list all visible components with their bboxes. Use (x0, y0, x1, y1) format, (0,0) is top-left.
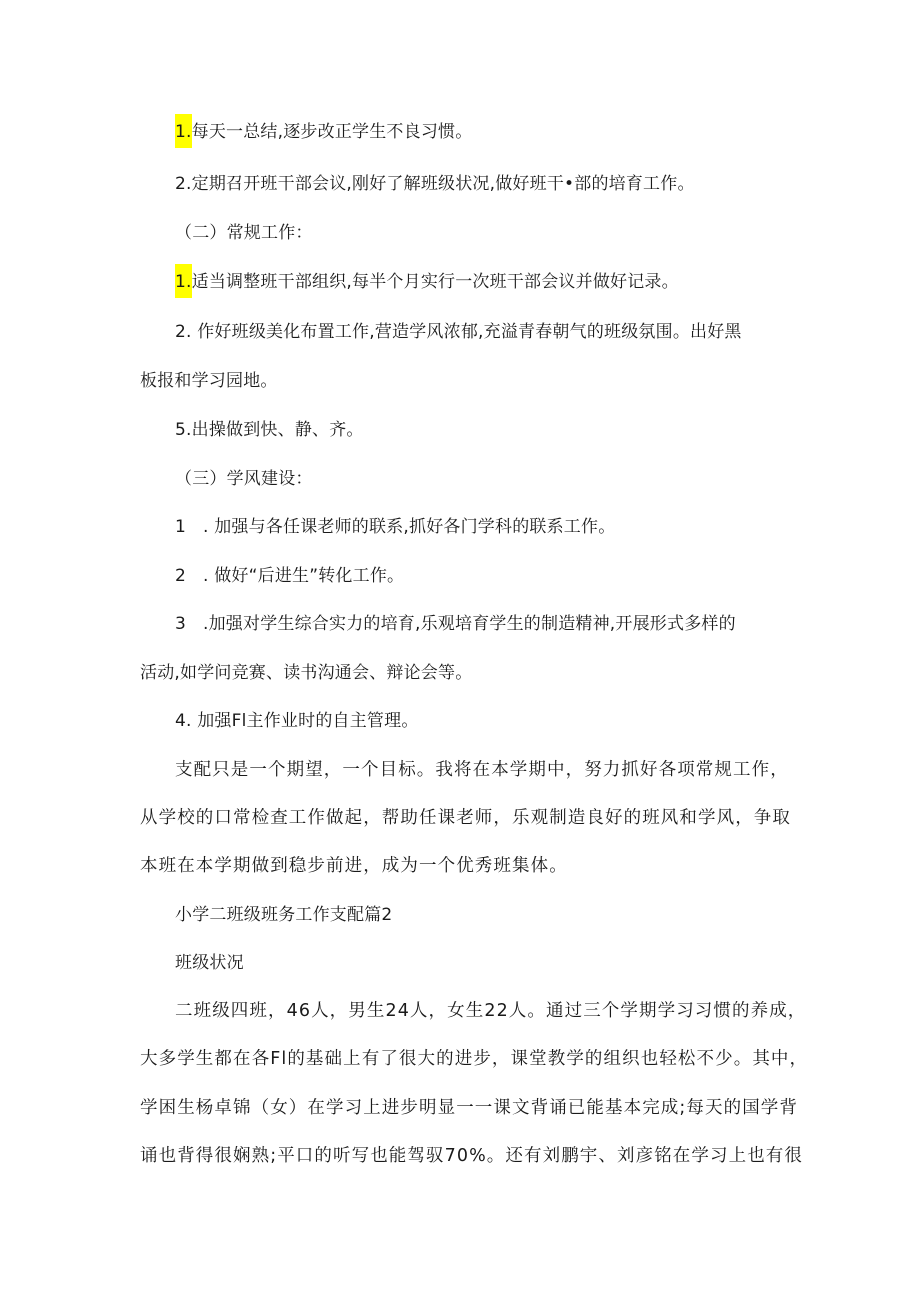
line-text: 4. 加强Fl主作业时的自主管理。 (175, 711, 419, 731)
line-text: 从学校的口常检查工作做起，帮助任课老师，乐观制造良好的班风和学风，争取 (140, 808, 791, 828)
list-number: 1 (175, 517, 187, 537)
line-text: （三）学风建设： (175, 469, 313, 489)
line-text: 适当调整班干部组织,每半个月实行一次班干部会议并做好记录。 (191, 272, 679, 292)
list-item-1 (175, 120, 472, 148)
list-item-5 (175, 418, 364, 442)
paragraph-line (140, 1096, 798, 1120)
line-text: 诵也背得很娴熟;平口的听写也能驾驭70%。还有刘鹏宇、刘彦铭在学习上也有很 (140, 1146, 803, 1166)
list-number: 3 (175, 614, 187, 634)
line-text: 支配只是一个期望，一个目标。我将在本学期中，努力抓好各项常规工作， (175, 760, 789, 780)
list-number: 2 (175, 566, 187, 586)
list-item-3-continued (140, 661, 472, 685)
section-heading-routine (175, 221, 313, 245)
line-text: 2.定期召开班干部会议,刚好了解班级状况,做好班干•部的培育工作。 (175, 174, 695, 194)
line-text: 二班级四班，46人，男生24人，女生22人。通过三个学期学习习惯的养成， (175, 1001, 807, 1021)
line-text: . 加强与各任课老师的联系,抓好各门学科的联系工作。 (203, 517, 616, 537)
paragraph-line (175, 999, 806, 1023)
section-heading-class-status (175, 951, 244, 975)
line-text: （二）常规工作： (175, 223, 313, 243)
line-text: 板报和学习园地。 (140, 371, 278, 391)
paragraph-line (175, 758, 789, 782)
line-text: 2. 作好班级美化布置工作,营造学风浓郁,充溢青春朝气的班级氛围。出好黑 (175, 322, 742, 342)
paragraph-line (140, 806, 791, 830)
article-title (175, 903, 392, 927)
list-item-1 (175, 515, 615, 539)
list-item-2 (175, 564, 404, 588)
list-item-1 (175, 270, 679, 298)
section-heading-study-style (175, 467, 313, 491)
list-item-2 (175, 320, 742, 344)
line-text: 每天一总结,逐步改正学生不良习惯。 (191, 122, 473, 142)
list-item-4 (175, 709, 419, 733)
line-text: 本班在本学期做到稳步前进，成为一个优秀班集体。 (140, 856, 568, 876)
line-text: . 做好“后进生”转化工作。 (203, 566, 405, 586)
line-text: 学困生杨卓锦（女）在学习上进步明显一一课文背诵已能基本完成;每天的国学背 (140, 1098, 798, 1118)
line-text: 活动,如学问竞赛、读书沟通会、辩论会等。 (140, 663, 473, 683)
highlighted-marker: 1. (175, 114, 192, 148)
paragraph-line (140, 1144, 803, 1168)
list-item-3 (175, 612, 736, 636)
line-text: 大多学生都在各Fl的基础上有了很大的进步，课堂教学的组织也轻松不少。其中， (140, 1049, 809, 1069)
highlighted-marker: 1. (175, 264, 192, 298)
line-text: 5.出操做到快、静、齐。 (175, 420, 364, 440)
line-text: .加强对学生综合实力的培育,乐观培育学生的制造精神,开展形式多样的 (203, 614, 736, 634)
line-text: 小学二班级班务工作支配篇2 (175, 905, 393, 925)
paragraph-line (140, 854, 568, 878)
paragraph-line (140, 1047, 808, 1071)
list-item-2 (175, 172, 695, 196)
line-text: 班级状况 (175, 953, 244, 973)
list-item-2-continued (140, 369, 278, 393)
